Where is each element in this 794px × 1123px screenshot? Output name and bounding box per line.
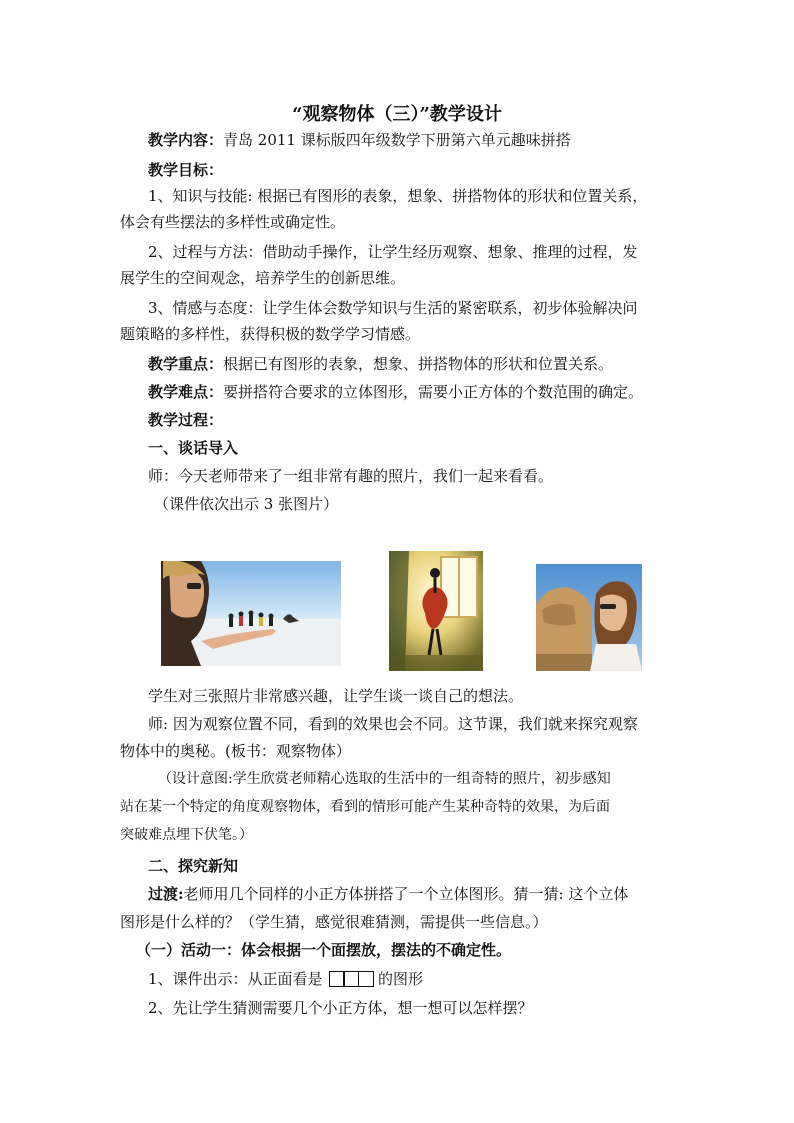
courseware-note: （课件依次出示 3 张图片） — [154, 495, 339, 513]
transition-text: 老师用几个同样的小正方体拼搭了一个立体图形。猜一猜: 这个立体 — [183, 885, 629, 903]
goal3-line2: 题策略的多样性，获得积极的数学学习情感。 — [120, 325, 421, 343]
teacher-line1: 师: 因为观察位置不同，看到的效果也会不同。这节课，我们就来探究观察 — [148, 715, 638, 733]
key-point-label: 教学重点： — [148, 355, 224, 373]
section1-heading: 一、谈话导入 — [148, 439, 239, 457]
intent-line3: 突破难点埋下伏笔。） — [120, 827, 253, 843]
teaching-content-label: 教学内容： — [148, 131, 224, 149]
goal1-line2: 体会有些摆法的多样性或确定性。 — [120, 213, 346, 231]
teacher-intro: 师：今天老师带来了一组非常有趣的照片，我们一起来看看。 — [148, 467, 554, 485]
difficult-point — [148, 382, 643, 402]
teacher-line2: 物体中的奥秘。(板书：观察物体） — [120, 742, 351, 760]
difficult-point-label: 教学难点： — [148, 383, 224, 401]
key-point — [148, 354, 613, 374]
transition-label: 过渡: — [148, 885, 184, 903]
section2-heading: 二、探究新知 — [148, 857, 239, 875]
teaching-content — [148, 130, 571, 150]
transition-line2: 图形是什么样的？（学生猜，感觉很难猜测，需提供一些信息。） — [120, 913, 548, 931]
three-squares-figure — [329, 971, 373, 992]
difficult-point-text: 要拼搭符合要求的立体图形，需要小正方体的个数范围的确定。 — [223, 383, 644, 401]
key-point-text: 根据已有图形的表象，想象、拼搭物体的形状和位置关系。 — [223, 355, 614, 373]
intent-line2: 站在某一个特定的角度观察物体，看到的情形可能产生某种奇特的效果，为后面 — [120, 799, 610, 815]
square-3 — [358, 971, 374, 987]
process-heading: 教学过程： — [148, 411, 224, 429]
goal2-line1: 2、过程与方法：借助动手操作，让学生经历观察、想象、推理的过程，发 — [148, 243, 638, 261]
step1-prefix: 1、课件出示：从正面看是 — [148, 970, 323, 988]
document-title: “观察物体（三）”教学设计 — [292, 104, 502, 125]
goal1-line1: 1、知识与技能: 根据已有图形的表象，想象、拼搭物体的形状和位置关系， — [148, 187, 648, 205]
goal2-line2: 展学生的空间观念，培养学生的创新思维。 — [120, 269, 406, 287]
goal3-line1: 3、情感与态度：让学生体会数学知识与生活的紧密联系，初步体验解决问 — [148, 299, 638, 317]
teaching-content-text: 青岛 2011 课标版四年级数学下册第六单元趣味拼搭 — [223, 131, 571, 149]
step1-suffix: 的图形 — [378, 970, 424, 988]
step1 — [148, 969, 423, 992]
photo-hand-figures — [161, 561, 341, 666]
intent-line1: （设计意图:学生欣赏老师精心选取的生活中的一组奇特的照片，初步感知 — [158, 771, 611, 787]
step2: 2、先让学生猜测需要几个小正方体，想一想可以怎样摆？ — [148, 999, 533, 1017]
student-reaction: 学生对三张照片非常感兴趣，让学生谈一谈自己的想法。 — [148, 687, 524, 705]
photo-sphinx-kiss — [536, 564, 642, 671]
transition-line1 — [148, 884, 628, 904]
goals-heading: 教学目标： — [148, 161, 224, 179]
activity1-heading: （一）活动一：体会根据一个面摆放，摆法的不确定性。 — [136, 941, 512, 959]
photo-tulip-silhouette — [389, 551, 483, 671]
